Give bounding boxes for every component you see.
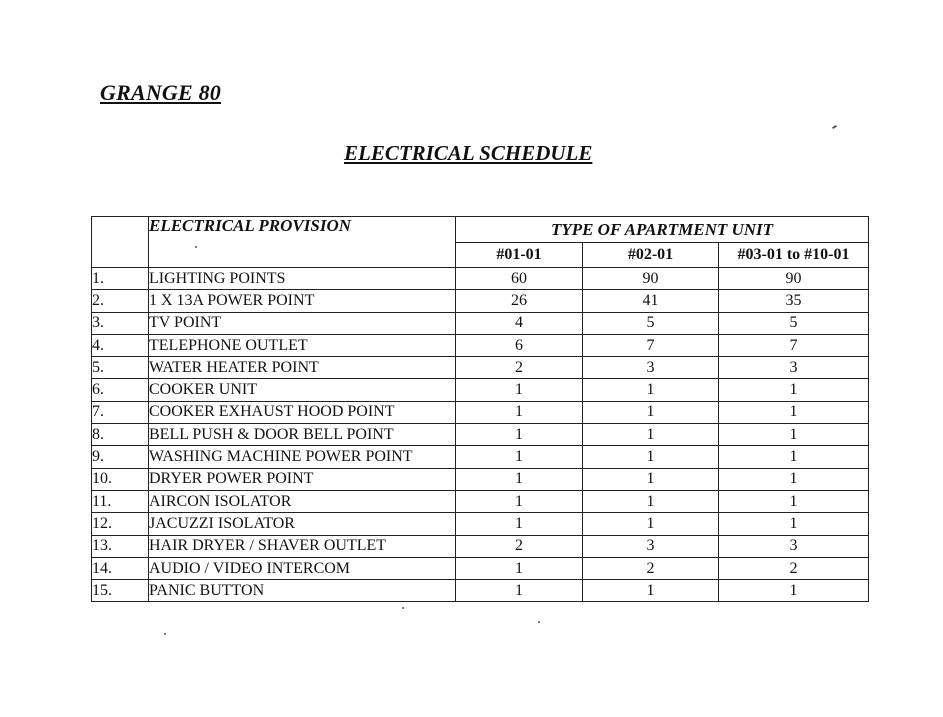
quantity-cell: 3: [719, 357, 869, 379]
table-row: [92, 379, 869, 401]
table-row: [92, 468, 869, 490]
table-row: [92, 535, 869, 557]
table-row: [92, 446, 869, 468]
quantity-cell: 3: [719, 535, 869, 557]
unit-column-header: #01-01: [456, 243, 583, 268]
quantity-cell: 7: [583, 334, 719, 356]
provision-name: PANIC BUTTON: [149, 580, 456, 602]
quantity-cell: 1: [583, 446, 719, 468]
quantity-cell: 1: [719, 490, 869, 512]
quantity-cell: 41: [583, 290, 719, 312]
quantity-cell: 1: [456, 580, 583, 602]
table-row: [92, 290, 869, 312]
row-number: 9.: [92, 446, 149, 468]
quantity-cell: 1: [583, 424, 719, 446]
table-row: [92, 580, 869, 602]
provision-name: WATER HEATER POINT: [149, 357, 456, 379]
quantity-cell: 1: [456, 468, 583, 490]
row-number: 7.: [92, 401, 149, 423]
row-number: 2.: [92, 290, 149, 312]
table-row: [92, 401, 869, 423]
electrical-schedule-table: [91, 216, 869, 602]
table-row: [92, 513, 869, 535]
table-row: [92, 357, 869, 379]
quantity-cell: 1: [583, 468, 719, 490]
scan-speck: [195, 246, 197, 248]
quantity-cell: 1: [719, 379, 869, 401]
provision-name: AIRCON ISOLATOR: [149, 490, 456, 512]
quantity-cell: 3: [583, 535, 719, 557]
provision-name: JACUZZI ISOLATOR: [149, 513, 456, 535]
quantity-cell: 1: [583, 580, 719, 602]
row-number: 5.: [92, 357, 149, 379]
quantity-cell: 4: [456, 312, 583, 334]
quantity-cell: 1: [719, 446, 869, 468]
table-body: [92, 268, 869, 602]
quantity-cell: 1: [719, 401, 869, 423]
provision-name: WASHING MACHINE POWER POINT: [149, 446, 456, 468]
quantity-cell: 26: [456, 290, 583, 312]
row-number: 1.: [92, 268, 149, 290]
provision-name: BELL PUSH & DOOR BELL POINT: [149, 424, 456, 446]
quantity-cell: 90: [583, 268, 719, 290]
provision-name: COOKER EXHAUST HOOD POINT: [149, 401, 456, 423]
scan-speck: [164, 633, 166, 635]
table-row: [92, 312, 869, 334]
scan-speck: [832, 125, 837, 129]
quantity-cell: 3: [583, 357, 719, 379]
unit-column-header: #02-01: [583, 243, 719, 268]
row-number: 8.: [92, 424, 149, 446]
scan-speck: [538, 621, 540, 623]
quantity-cell: 1: [583, 401, 719, 423]
quantity-cell: 1: [456, 446, 583, 468]
table-row: [92, 424, 869, 446]
provision-name: TV POINT: [149, 312, 456, 334]
row-number: 10.: [92, 468, 149, 490]
quantity-cell: 1: [719, 468, 869, 490]
quantity-cell: 6: [456, 334, 583, 356]
quantity-cell: 1: [456, 401, 583, 423]
row-number: 13.: [92, 535, 149, 557]
quantity-cell: 1: [456, 379, 583, 401]
quantity-cell: 7: [719, 334, 869, 356]
quantity-cell: 1: [456, 513, 583, 535]
table-header: [92, 217, 869, 268]
quantity-cell: 1: [456, 557, 583, 579]
quantity-cell: 2: [456, 535, 583, 557]
provision-name: AUDIO / VIDEO INTERCOM: [149, 557, 456, 579]
quantity-cell: 60: [456, 268, 583, 290]
row-number: 4.: [92, 334, 149, 356]
provision-column-header: ELECTRICAL PROVISION: [149, 217, 456, 268]
quantity-cell: 90: [719, 268, 869, 290]
row-number: 11.: [92, 490, 149, 512]
quantity-cell: 2: [583, 557, 719, 579]
unit-column-header: #03-01 to #10-01: [719, 243, 869, 268]
table-row: [92, 490, 869, 512]
quantity-cell: 1: [719, 580, 869, 602]
provision-name: 1 X 13A POWER POINT: [149, 290, 456, 312]
quantity-cell: 1: [719, 424, 869, 446]
provision-name: TELEPHONE OUTLET: [149, 334, 456, 356]
quantity-cell: 35: [719, 290, 869, 312]
table-row: [92, 557, 869, 579]
row-number: 15.: [92, 580, 149, 602]
provision-name: COOKER UNIT: [149, 379, 456, 401]
quantity-cell: 1: [719, 513, 869, 535]
quantity-cell: 1: [583, 379, 719, 401]
quantity-cell: 5: [583, 312, 719, 334]
quantity-cell: 5: [719, 312, 869, 334]
provision-name: HAIR DRYER / SHAVER OUTLET: [149, 535, 456, 557]
scan-speck: [402, 607, 404, 609]
quantity-cell: 1: [583, 513, 719, 535]
apartment-type-header: TYPE OF APARTMENT UNIT: [456, 217, 869, 243]
provision-name: LIGHTING POINTS: [149, 268, 456, 290]
row-number: 14.: [92, 557, 149, 579]
row-number: 12.: [92, 513, 149, 535]
row-number: 3.: [92, 312, 149, 334]
quantity-cell: 2: [456, 357, 583, 379]
project-title: GRANGE 80: [100, 80, 221, 105]
quantity-cell: 2: [719, 557, 869, 579]
provision-name: DRYER POWER POINT: [149, 468, 456, 490]
number-column-header: [92, 217, 149, 268]
row-number: 6.: [92, 379, 149, 401]
table-row: [92, 268, 869, 290]
table-row: [92, 334, 869, 356]
quantity-cell: 1: [456, 424, 583, 446]
page-title: ELECTRICAL SCHEDULE: [344, 141, 593, 165]
quantity-cell: 1: [583, 490, 719, 512]
quantity-cell: 1: [456, 490, 583, 512]
